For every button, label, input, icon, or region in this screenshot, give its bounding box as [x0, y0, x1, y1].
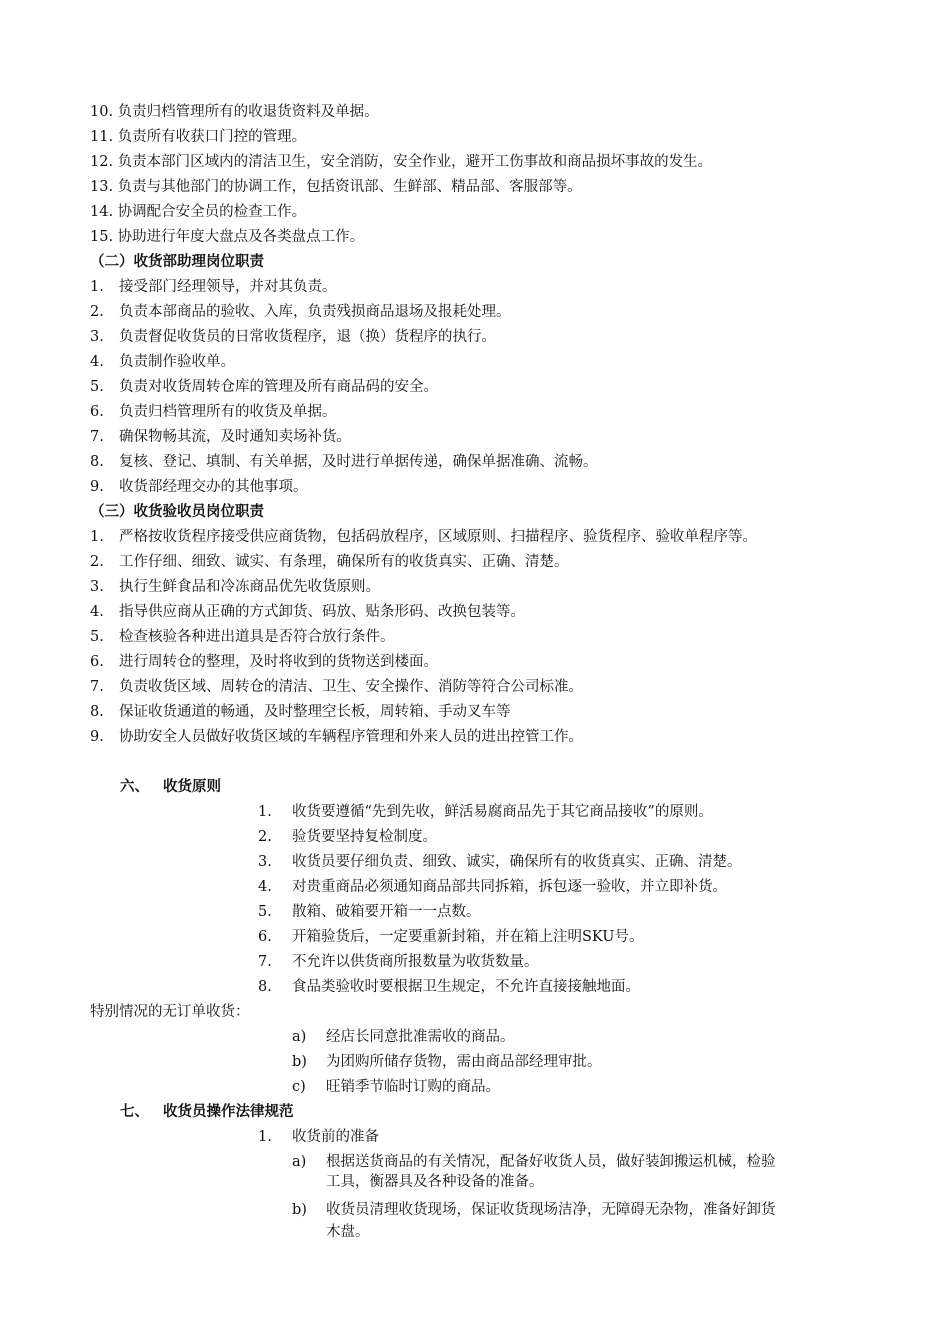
- list-item-number: 4.: [90, 354, 104, 370]
- list-item: 收货员清理收货现场，保证收货现场洁净，无障碍无杂物，准备好卸货: [326, 1202, 776, 1218]
- list-item: 检查核验各种进出道具是否符合放行条件。: [119, 629, 395, 645]
- list-item: 散箱、破箱要开箱一一点数。: [292, 904, 481, 920]
- list-item-number: 5.: [90, 629, 104, 645]
- list-item: 15. 协助进行年度大盘点及各类盘点工作。: [90, 229, 365, 245]
- special-case-label: 特别情况的无订单收货：: [90, 1004, 250, 1020]
- section-title: 收货原则: [163, 779, 221, 795]
- list-item: 收货前的准备: [292, 1129, 379, 1145]
- list-item: 负责对收货周转仓库的管理及所有商品码的安全。: [119, 379, 438, 395]
- list-item: 确保物畅其流，及时通知卖场补货。: [119, 429, 351, 445]
- list-item-number: 8.: [258, 979, 272, 995]
- section-title: 收货员操作法律规范: [163, 1104, 294, 1120]
- list-item: 11. 负责所有收获口门控的管理。: [90, 129, 307, 145]
- list-item-continuation: 木盘。: [326, 1224, 370, 1240]
- list-item-number: 1.: [90, 529, 104, 545]
- list-item: 收货要遵循“先到先收，鲜活易腐商品先于其它商品接收”的原则。: [292, 804, 713, 820]
- list-item-number: 6.: [258, 929, 272, 945]
- list-item: 指导供应商从正确的方式卸货、码放、贴条形码、改换包装等。: [119, 604, 525, 620]
- list-item-number: 9.: [90, 479, 104, 495]
- list-item-number: 2.: [258, 829, 272, 845]
- list-item: 严格按收货程序接受供应商货物，包括码放程序，区域原则、扫描程序、验货程序、验收单程序等。: [119, 529, 757, 545]
- list-item: 负责归档管理所有的收货及单据。: [119, 404, 337, 420]
- list-item: 收货员要仔细负责、细致、诚实，确保所有的收货真实、正确、清楚。: [292, 854, 742, 870]
- list-item: 进行周转仓的整理，及时将收到的货物送到楼面。: [119, 654, 438, 670]
- list-item-number: 6.: [90, 654, 104, 670]
- list-item-number: 3.: [90, 579, 104, 595]
- list-item-letter: b): [292, 1054, 307, 1070]
- list-item-continuation: 工具，衡器具及各种设备的准备。: [326, 1174, 544, 1190]
- list-item-number: 9.: [90, 729, 104, 745]
- list-item-number: 7.: [90, 429, 104, 445]
- list-item-letter: c): [292, 1079, 306, 1095]
- list-item: 协助安全人员做好收货区域的车辆程序管理和外来人员的进出控管工作。: [119, 729, 583, 745]
- list-item-number: 2.: [90, 554, 104, 570]
- list-item-number: 1.: [258, 1129, 272, 1145]
- list-item-letter: b): [292, 1202, 307, 1218]
- list-item: 经店长同意批准需收的商品。: [326, 1029, 515, 1045]
- list-item: 不允许以供货商所报数量为收货数量。: [292, 954, 539, 970]
- list-item: 复核、登记、填制、有关单据，及时进行单据传递，确保单据准确、流畅。: [119, 454, 598, 470]
- list-item: 负责督促收货员的日常收货程序，退（换）货程序的执行。: [119, 329, 496, 345]
- list-item: 工作仔细、细致、诚实、有条理，确保所有的收货真实、正确、清楚。: [119, 554, 569, 570]
- list-item-number: 3.: [258, 854, 272, 870]
- list-item-number: 4.: [90, 604, 104, 620]
- list-item: 10. 负责归档管理所有的收退货资料及单据。: [90, 104, 379, 120]
- list-item: 验货要坚持复检制度。: [292, 829, 437, 845]
- list-item: 保证收货通道的畅通，及时整理空长板，周转箱、手动叉车等: [119, 704, 511, 720]
- list-item-number: 1.: [258, 804, 272, 820]
- list-item-number: 6.: [90, 404, 104, 420]
- list-item: 接受部门经理领导，并对其负责。: [119, 279, 337, 295]
- list-item-number: 7.: [90, 679, 104, 695]
- section-heading: （二）收货部助理岗位职责: [90, 254, 264, 270]
- list-item-number: 5.: [258, 904, 272, 920]
- list-item-number: 3.: [90, 329, 104, 345]
- list-item-number: 7.: [258, 954, 272, 970]
- list-item-number: 2.: [90, 304, 104, 320]
- list-item: 旺销季节临时订购的商品。: [326, 1079, 500, 1095]
- list-item-letter: a): [292, 1154, 307, 1170]
- list-item-letter: a): [292, 1029, 307, 1045]
- list-item: 负责收货区域、周转仓的清洁、卫生、安全操作、消防等符合公司标准。: [119, 679, 583, 695]
- list-item: 收货部经理交办的其他事项。: [119, 479, 308, 495]
- list-item: 13. 负责与其他部门的协调工作，包括资讯部、生鲜部、精品部、客服部等。: [90, 179, 582, 195]
- list-item: 对贵重商品必须通知商品部共同拆箱，拆包逐一验收，并立即补货。: [292, 879, 727, 895]
- list-item-number: 4.: [258, 879, 272, 895]
- section-heading: （三）收货验收员岗位职责: [90, 504, 264, 520]
- list-item: 负责制作验收单。: [119, 354, 235, 370]
- list-item: 14. 协调配合安全员的检查工作。: [90, 204, 307, 220]
- list-item-number: 5.: [90, 379, 104, 395]
- list-item: 食品类验收时要根据卫生规定，不允许直接接触地面。: [292, 979, 640, 995]
- section-number: 七、: [120, 1104, 149, 1120]
- list-item: 根据送货商品的有关情况，配备好收货人员，做好装卸搬运机械，检验: [326, 1154, 776, 1170]
- list-item: 12. 负责本部门区域内的清洁卫生，安全消防，安全作业，避开工伤事故和商品损坏事故的发生。: [90, 154, 713, 170]
- list-item-number: 8.: [90, 454, 104, 470]
- section-number: 六、: [120, 779, 149, 795]
- list-item: 负责本部商品的验收、入库，负责残损商品退场及报耗处理。: [119, 304, 511, 320]
- list-item: 为团购所储存货物，需由商品部经理审批。: [326, 1054, 602, 1070]
- list-item: 开箱验货后，一定要重新封箱，并在箱上注明SKU号。: [292, 929, 644, 945]
- list-item-number: 8.: [90, 704, 104, 720]
- list-item-number: 1.: [90, 279, 104, 295]
- list-item: 执行生鲜食品和冷冻商品优先收货原则。: [119, 579, 380, 595]
